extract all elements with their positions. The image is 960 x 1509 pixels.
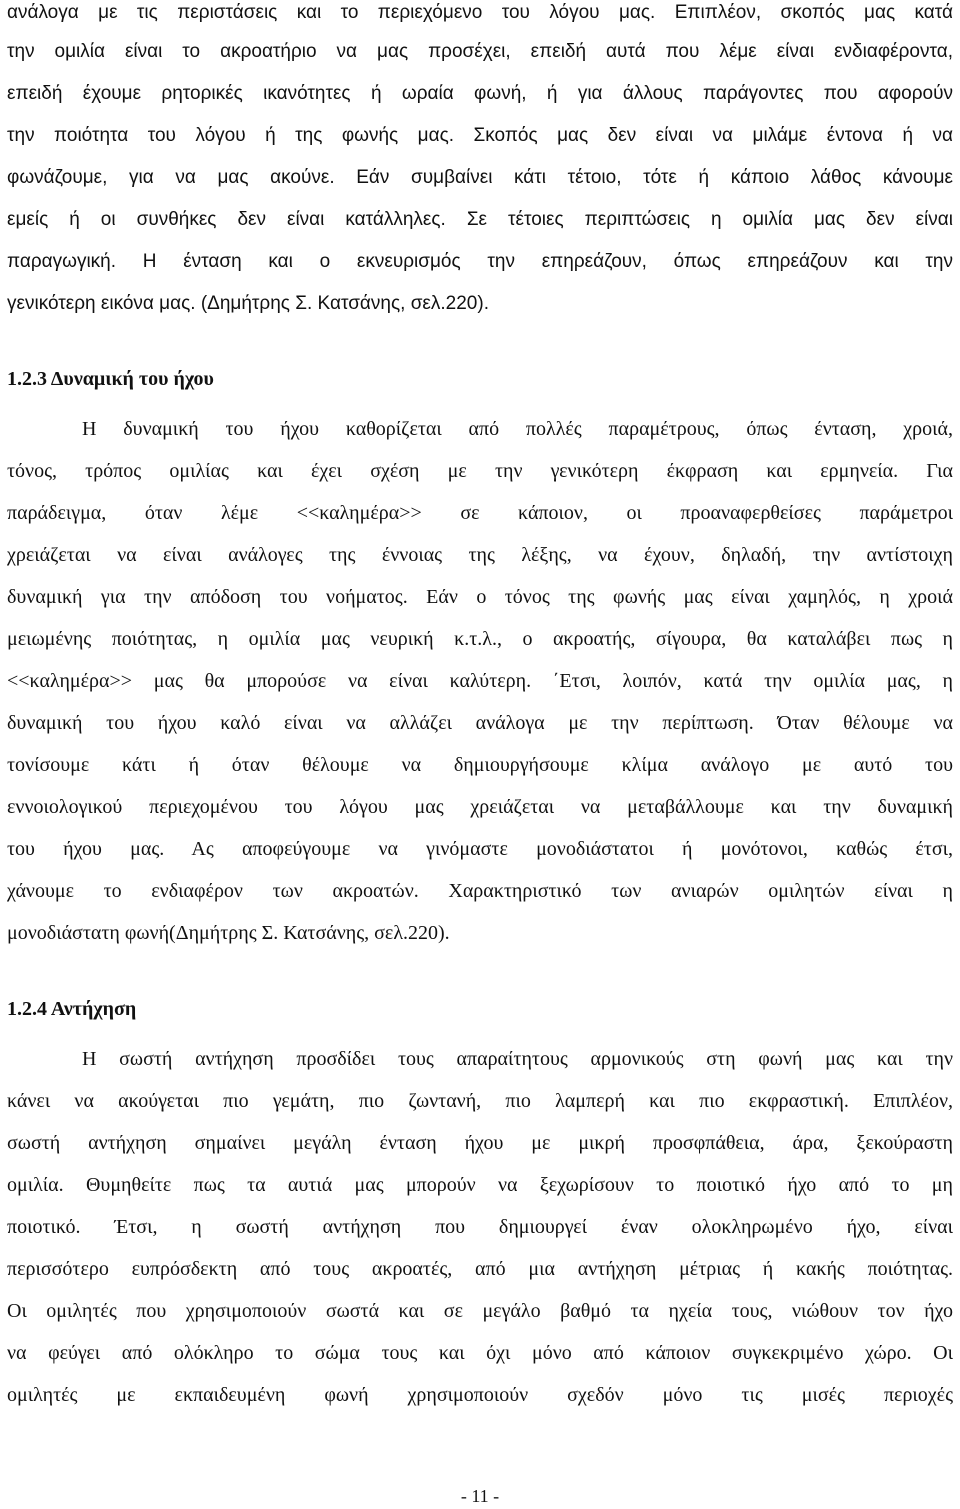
- paragraph-line: ανάλογα με τις περιστάσεις και το περιεχόμενο του λόγου μας. Επιπλέον, σκοπός μας κατά: [7, 2, 953, 23]
- paragraph-line: ομιλητές με εκπαιδευμένη φωνή χρησιμοποιούν σχεδόν μόνο τις μισές περιοχές: [7, 1384, 953, 1406]
- paragraph-line: την ποιότητα του λόγου ή της φωνής μας. Σκοπός μας δεν είναι να μιλάμε έντονα ή να: [7, 125, 953, 146]
- paragraph-line: Οι ομιλητές που χρησιμοποιούν σωστά και σε μεγάλο βαθμό τα ηχεία τους, νιώθουν τον ήχο: [7, 1300, 953, 1322]
- paragraph-line: περισσότερο ευπρόσδεκτη από τους ακροατές, από μια αντήχηση μέτριας ή κακής ποιότητας.: [7, 1258, 953, 1280]
- page-number: - 11 -: [460, 1486, 500, 1506]
- paragraph-line: <<καλημέρα>> μας θα μπορούσε να είναι καλύτερη. ΄Ετσι, λοιπόν, κατά την ομιλία μας, η: [7, 670, 953, 692]
- paragraph-line: μειωμένης ποιότητας, η ομιλία μας νευρική κ.τ.λ., ο ακροατής, σίγουρα, θα καταλάβει πως η: [7, 628, 953, 650]
- paragraph-line: δυναμική του ήχου καλό είναι να αλλάζει ανάλογα με την περίπτωση. Όταν θέλουμε να: [7, 712, 953, 734]
- paragraph-line: Η σωστή αντήχηση προσδίδει τους απαραίτητους αρμονικούς στη φωνή μας και την: [82, 1048, 953, 1070]
- paragraph-line: εμείς ή οι συνθήκες δεν είναι κατάλληλες. Σε τέτοιες περιπτώσεις η ομιλία μας δεν είναι: [7, 209, 953, 230]
- paragraph-line: χρειάζεται να είναι ανάλογες της έννοιας της λέξης, να έχουν, δηλαδή, την αντίστοιχη: [7, 544, 953, 566]
- paragraph-line: φωνάζουμε, για να μας ακούνε. Εάν συμβαίνει κάτι τέτοιο, τότε ή κάποιο λάθος κάνουμε: [7, 167, 953, 188]
- paragraph-line: την ομιλία είναι το ακροατήριο να μας προσέχει, επειδή αυτά που λέμε είναι ενδιαφέροντα,: [7, 41, 953, 62]
- paragraph-line: επειδή έχουμε ρητορικές ικανότητες ή ωραία φωνή, ή για άλλους παράγοντες που αφορούν: [7, 83, 953, 104]
- paragraph-line: χάνουμε το ενδιαφέρον των ακροατών. Χαρακτηριστικό των ανιαρών ομιλητών είναι η: [7, 880, 953, 902]
- paragraph-line: να φεύγει από ολόκληρο το σώμα τους και όχι μόνο από κάποιον συγκεκριμένο χώρο. Οι: [7, 1342, 953, 1364]
- section-heading: 1.2.3 Δυναμική του ήχου: [7, 368, 214, 390]
- paragraph-line: δυναμική για την απόδοση του νοήματος. Εάν ο τόνος της φωνής μας είναι χαμηλός, η χροιά: [7, 586, 953, 608]
- paragraph-line: του ήχου μας. Ας αποφεύγουμε να γινόμαστε μονοδιάστατοι ή μονότονοι, καθώς έτσι,: [7, 838, 953, 860]
- paragraph-line: εννοιολογικού περιεχομένου του λόγου μας χρειάζεται να μεταβάλλουμε και την δυναμική: [7, 796, 953, 818]
- paragraph-line: Η δυναμική του ήχου καθορίζεται από πολλές παραμέτρους, όπως ένταση, χροιά,: [82, 418, 953, 440]
- paragraph-line: σωστή αντήχηση σημαίνει μεγάλη ένταση ήχου με μικρή προσφπάθεια, άρα, ξεκούραστη: [7, 1132, 953, 1154]
- paragraph-line: τόνος, τρόπος ομιλίας και έχει σχέση με την γενικότερη έκφραση και ερμηνεία. Για: [7, 460, 953, 482]
- section-heading: 1.2.4 Αντήχηση: [7, 998, 137, 1020]
- paragraph-line: ομιλία. Θυμηθείτε πως τα αυτιά μας μπορούν να ξεχωρίσουν το ποιοτικό ήχο από το μη: [7, 1174, 953, 1196]
- paragraph-line: ποιοτικό. Έτσι, η σωστή αντήχηση που δημιουργεί έναν ολοκληρωμένο ήχο, είναι: [7, 1216, 953, 1238]
- paragraph-line: γενικότερη εικόνα μας. (Δημήτρης Σ. Κατσάνης, σελ.220).: [7, 293, 489, 314]
- paragraph-line: κάνει να ακούγεται πιο γεμάτη, πιο ζωντανή, πιο λαμπερή και πιο εκφραστική. Επιπλέον,: [7, 1090, 953, 1112]
- paragraph-line: παραγωγική. Η ένταση και ο εκνευρισμός την επηρεάζουν, όπως επηρεάζουν και την: [7, 251, 953, 272]
- paragraph-line: παράδειγμα, όταν λέμε <<καλημέρα>> σε κάποιον, οι προαναφερθείσες παράμετροι: [7, 502, 953, 524]
- paragraph-line: μονοδιάστατη φωνή(Δημήτρης Σ. Κατσάνης, σελ.220).: [7, 922, 450, 944]
- paragraph-line: τονίσουμε κάτι ή όταν θέλουμε να δημιουργήσουμε κλίμα ανάλογο με αυτό του: [7, 754, 953, 776]
